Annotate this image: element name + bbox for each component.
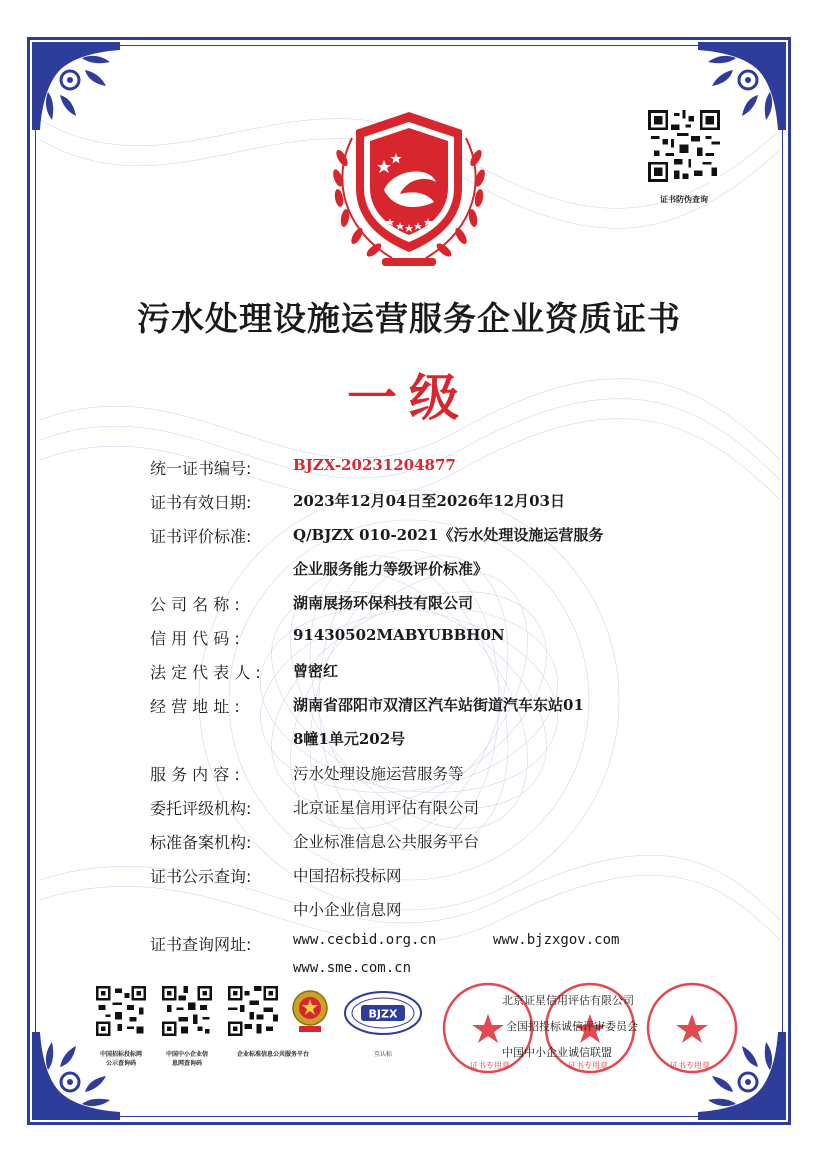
field-publicity-cont (150, 898, 670, 932)
seal-org-text: 中国中小企业诚信联盟 (502, 1046, 612, 1059)
field-label: 法 定 代 表 人 : (150, 663, 261, 682)
standard-platform-qr-code-icon[interactable] (228, 986, 278, 1036)
national-emblem-icon (290, 988, 330, 1034)
qr-code-caption: 中国招标投标网 公示查询码 (99, 1051, 142, 1067)
field-value: 8幢1单元202号 (293, 730, 406, 748)
field-standard-cont (150, 558, 670, 592)
field-service (150, 762, 670, 796)
query-url-link[interactable]: www.cecbid.org.cn (293, 932, 437, 948)
seal-stamp-text: 证书专用章 (470, 1061, 510, 1070)
field-label: 服 务 内 容 : (150, 765, 240, 784)
bjzx-logo-text: BJZX (368, 1007, 398, 1021)
shield-laurel-emblem-icon (312, 98, 506, 276)
bjzx-logo-icon (343, 990, 423, 1036)
field-query-url (150, 932, 670, 960)
field-legal-rep (150, 660, 670, 694)
field-company (150, 592, 670, 626)
field-label: 证书评价标准: (150, 527, 252, 546)
query-url-link[interactable]: www.sme.com.cn (293, 960, 412, 976)
field-value: 91430502MABYUBBH0N (293, 626, 505, 644)
field-label: 证书查询网址: (150, 935, 252, 954)
field-label: 统一证书编号: (150, 459, 252, 478)
field-filing-org (150, 830, 670, 864)
badge-caption: 互认标 (373, 1051, 392, 1058)
anti-counterfeit-qr-code-icon[interactable] (648, 110, 720, 182)
field-validity (150, 490, 670, 524)
corner-ornament-icon (30, 40, 122, 132)
field-value: BJZX-20231204877 (293, 456, 456, 474)
certificate-title: 污水处理设施运营服务企业资质证书 (137, 299, 681, 338)
field-value: 2023年12月04日至2026年12月03日 (293, 492, 565, 510)
field-value: Q/BJZX 010-2021《污水处理设施运营服务 (293, 526, 604, 544)
seal-stamp-text: 证书专用章 (670, 1061, 710, 1070)
field-value: 中小企业信息网 (293, 901, 402, 919)
field-value: 曾密红 (293, 662, 339, 680)
field-label: 证书公示查询: (150, 867, 252, 886)
query-url-link[interactable]: www.bjzxgov.com (493, 932, 620, 948)
field-cert-no (150, 456, 670, 490)
field-value: 湖南展扬环保科技有限公司 (293, 594, 474, 612)
field-label: 信 用 代 码 : (150, 629, 240, 648)
field-value: 污水处理设施运营服务等 (293, 765, 464, 783)
field-value: 企业服务能力等级评价标准》 (293, 560, 489, 578)
field-label: 证书有效日期: (150, 493, 252, 512)
cecbid-qr-code-icon[interactable] (96, 986, 146, 1036)
field-label: 标准备案机构: (150, 833, 252, 852)
field-label: 委托评级机构: (150, 799, 252, 818)
certificate-fields (150, 456, 670, 988)
field-credit-code (150, 626, 670, 660)
seal-stamp-text: 证书专用章 (568, 1061, 608, 1070)
sme-qr-code-icon[interactable] (162, 986, 212, 1036)
seal-org-text: 全国招投标诚信评审委员会 (506, 1020, 638, 1033)
qr-code-caption: 中国中小企业信 息网查询码 (165, 1051, 208, 1067)
field-address-cont (150, 728, 670, 762)
field-label: 经 营 地 址 : (150, 697, 240, 716)
certificate-grade: 一级 (347, 368, 471, 427)
qr-code-caption: 证书防伪查询 (660, 195, 708, 204)
field-rating-org (150, 796, 670, 830)
seal-org-text: 北京证星信用评估有限公司 (502, 994, 634, 1007)
field-value: 企业标准信息公共服务平台 (293, 833, 480, 851)
qr-code-caption: 企业标准信息公共服务平台 (236, 1051, 309, 1058)
field-value: 中国招标投标网 (293, 867, 402, 885)
field-label: 公 司 名 称 : (150, 595, 240, 614)
field-publicity (150, 864, 670, 898)
field-value: 北京证星信用评估有限公司 (293, 799, 480, 817)
field-address (150, 694, 670, 728)
corner-ornament-icon (30, 1030, 122, 1122)
field-standard (150, 524, 670, 558)
field-value: 湖南省邵阳市双清区汽车站街道汽车东站01 (293, 696, 584, 714)
